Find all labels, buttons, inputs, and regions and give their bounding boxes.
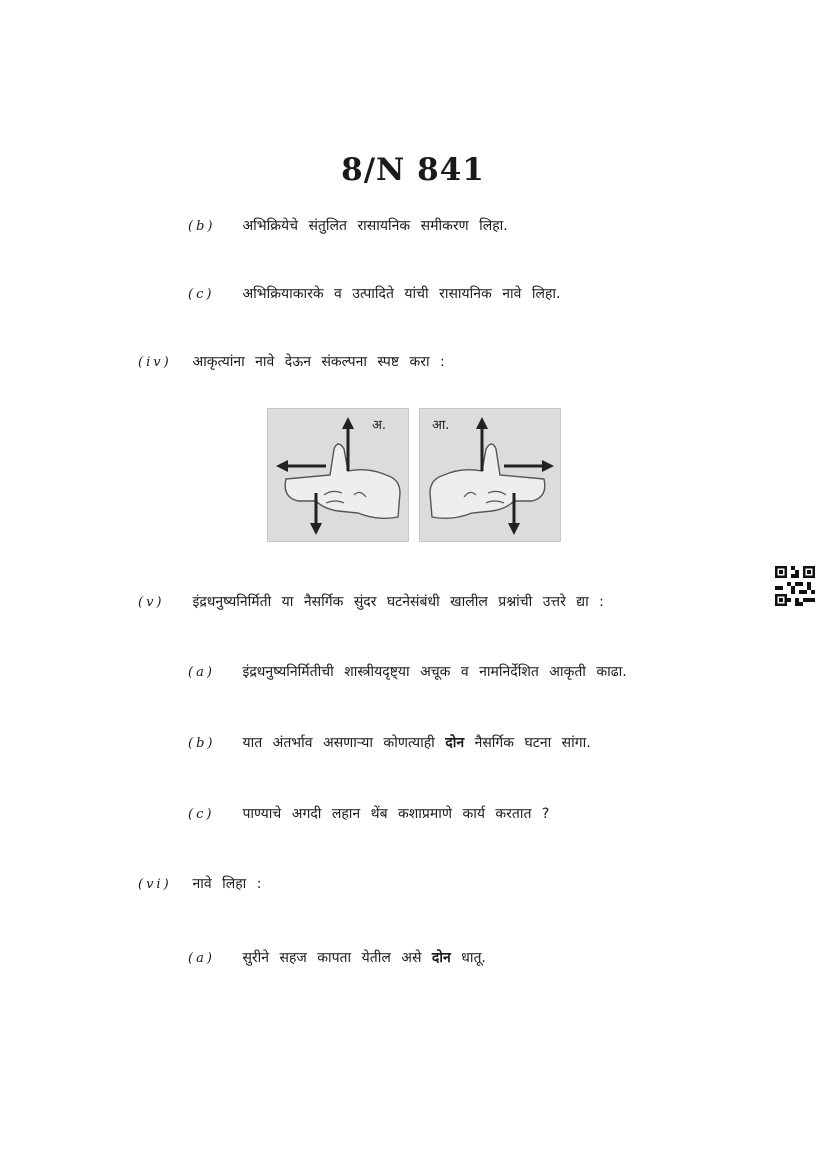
figure-panel-right bbox=[419, 408, 561, 542]
question-text-emphasis: दोन bbox=[445, 735, 465, 751]
question-text-post: नैसर्गिक घटना सांगा. bbox=[474, 735, 591, 751]
question-label: (vi) bbox=[138, 877, 172, 892]
question-text: नावे लिहा : bbox=[192, 876, 262, 892]
question-label: (b) bbox=[188, 219, 216, 234]
question-label: (c) bbox=[188, 287, 215, 302]
question-text: पाण्याचे अगदी लहान थेंब कशाप्रमाणे कार्य करतात ? bbox=[242, 806, 550, 822]
question-text-emphasis: दोन bbox=[431, 950, 451, 966]
question-label: (c) bbox=[188, 807, 215, 822]
question-iv bbox=[138, 352, 445, 373]
question-b bbox=[188, 216, 508, 237]
question-label: (a) bbox=[188, 951, 215, 966]
figure-label-a: अ. bbox=[372, 418, 387, 433]
question-text: अभिक्रियाकारके व उत्पादिते यांची रासायनिक नावे लिहा. bbox=[242, 286, 561, 302]
question-text-post: धातू. bbox=[461, 950, 486, 966]
question-text: अभिक्रियेचे संतुलित रासायनिक समीकरण लिहा. bbox=[242, 218, 508, 234]
question-text-pre: यात अंतर्भाव असणाऱ्या कोणत्याही bbox=[242, 735, 435, 751]
figure-panel-left bbox=[267, 408, 409, 542]
question-text: इंद्रधनुष्यनिर्मिती या नैसर्गिक सुंदर घटनेसंबंधी खालील प्रश्नांची उत्तरे द्या : bbox=[192, 594, 604, 610]
question-vi bbox=[138, 874, 261, 895]
question-label: (v) bbox=[138, 595, 165, 610]
question-text bbox=[242, 950, 485, 966]
question-text-pre: सुरीने सहज कापता येतील असे bbox=[242, 950, 422, 966]
question-label: (iv) bbox=[138, 355, 172, 370]
question-label: (a) bbox=[188, 665, 215, 680]
qr-code-icon bbox=[775, 566, 815, 606]
question-v bbox=[138, 592, 604, 613]
figure-label-aa: आ. bbox=[432, 418, 450, 433]
hand-rule-figure bbox=[267, 408, 563, 542]
question-text: आकृत्यांना नावे देऊन संकल्पना स्पष्ट करा : bbox=[192, 354, 445, 370]
question-v-b bbox=[188, 733, 591, 754]
question-text bbox=[242, 735, 590, 751]
question-v-c bbox=[188, 804, 549, 825]
question-v-a bbox=[188, 662, 627, 683]
question-label: (b) bbox=[188, 736, 216, 751]
question-vi-a bbox=[188, 948, 486, 969]
left-hand-rule-icon bbox=[268, 409, 410, 543]
question-c bbox=[188, 284, 561, 305]
page-title: 8/N 841 bbox=[341, 152, 485, 188]
question-text: इंद्रधनुष्यनिर्मितीची शास्त्रीयदृष्ट्या अचूक व नामनिर्देशित आकृती काढा. bbox=[242, 664, 627, 680]
